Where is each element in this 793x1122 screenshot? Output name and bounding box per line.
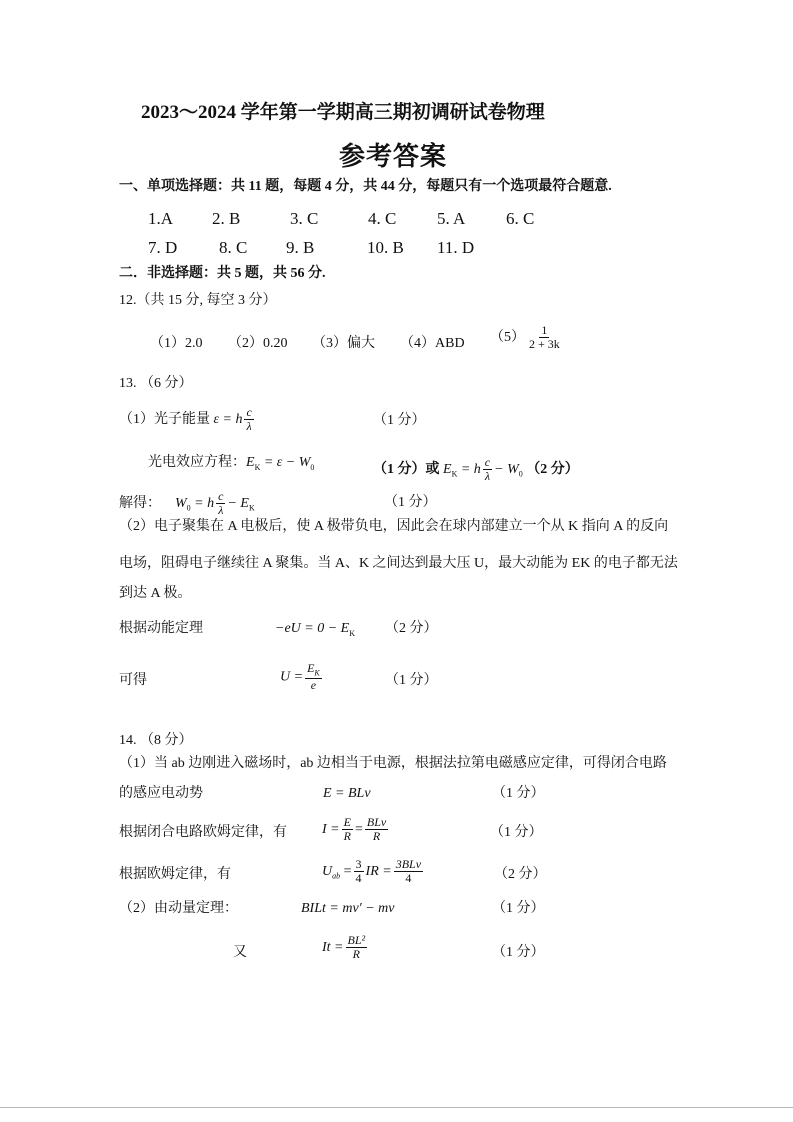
answer: 8. C xyxy=(219,238,248,257)
score: （2 分） xyxy=(526,461,579,477)
f: IR = xyxy=(365,863,392,879)
formula xyxy=(322,934,369,961)
q13-line2-alt xyxy=(373,456,579,483)
q12-a3: （3）偏大 xyxy=(312,336,375,351)
label: 解得： xyxy=(119,495,161,511)
f: −eU = 0 − E xyxy=(275,621,350,636)
den: 4 xyxy=(405,871,412,886)
score: （1 分） xyxy=(492,786,545,801)
q14-header: 14. （8 分） xyxy=(119,733,193,748)
sub: K xyxy=(248,503,255,513)
label: （5） xyxy=(490,329,525,345)
q13-line2 xyxy=(148,456,314,472)
sub: K xyxy=(314,668,320,678)
den: 2 + 3k xyxy=(529,337,560,352)
fraction xyxy=(346,934,368,961)
label: 根据动能定理 xyxy=(119,621,203,636)
page-divider xyxy=(0,1107,793,1108)
num xyxy=(305,662,322,679)
den: λ xyxy=(218,503,224,518)
page-subtitle: 参考答案 xyxy=(339,142,448,171)
f: = xyxy=(354,821,363,837)
page-title: 2023～2024 学年第一学期高三期初调研试卷物理 xyxy=(141,102,545,123)
f: = xyxy=(343,863,352,879)
den: e xyxy=(310,678,317,693)
formula xyxy=(280,662,324,692)
score: （2 分） xyxy=(494,867,547,882)
answer: 5. A xyxy=(437,209,466,228)
answer: 9. B xyxy=(286,238,315,257)
section1-heading: 一、单项选择题：共 11 题，每题 4 分，共 44 分，每题只有一个选项最符合题意. xyxy=(119,179,612,194)
den: 4 xyxy=(355,871,362,886)
formula xyxy=(323,787,371,801)
f: W xyxy=(175,495,187,511)
den: λ xyxy=(246,419,252,434)
label: 光电效应方程： xyxy=(148,455,246,470)
score: （1 分） xyxy=(492,901,545,916)
fraction xyxy=(216,490,225,517)
answer: 10. B xyxy=(367,238,404,257)
fraction xyxy=(342,816,353,843)
label: 又 xyxy=(233,945,247,960)
label: （1）光子能量 xyxy=(119,411,210,427)
answer: 6. C xyxy=(506,209,535,228)
num: E xyxy=(343,815,351,829)
answer: 3. C xyxy=(290,209,319,228)
section2-heading: 二．非选择题：共 5 题，共 56 分. xyxy=(119,266,326,281)
den: R xyxy=(343,829,351,844)
f: U = xyxy=(280,669,304,685)
q13-p3: 到达 A 极。 xyxy=(119,586,192,601)
label: 的感应电动势 xyxy=(119,786,203,801)
sub: K xyxy=(349,628,355,638)
label: （2）由动量定理： xyxy=(119,901,238,916)
f: E = BLv xyxy=(323,786,371,801)
sub: 0 xyxy=(518,469,523,479)
num: 1 xyxy=(541,323,548,337)
num: c xyxy=(218,489,224,503)
f: = ε − W xyxy=(263,455,311,470)
formula: ε = h xyxy=(213,411,243,427)
num: c xyxy=(484,455,491,469)
sub: ab xyxy=(332,871,341,881)
label: 可得 xyxy=(119,673,147,688)
fraction xyxy=(244,406,253,433)
score: （1 分） xyxy=(373,413,426,428)
den: R xyxy=(352,947,360,962)
score: （1 分） xyxy=(490,825,543,840)
score: （1 分） xyxy=(384,495,437,510)
den: R xyxy=(372,829,381,844)
num: BLv xyxy=(366,815,387,829)
formula xyxy=(322,816,390,843)
f: E xyxy=(443,461,452,477)
q12-header: 12.（共 15 分, 每空 3 分） xyxy=(119,293,277,308)
f: It = xyxy=(322,939,344,955)
fraction xyxy=(305,662,322,692)
fraction xyxy=(354,858,364,885)
q13-header: 13. （6 分） xyxy=(119,376,193,391)
q12-a5 xyxy=(490,324,564,351)
sub: K xyxy=(451,469,458,479)
n: E xyxy=(307,661,315,675)
den: λ xyxy=(484,469,491,484)
f: BILt = mv′ − mv xyxy=(301,901,395,916)
sub: 0 xyxy=(186,503,191,513)
answer: 2. B xyxy=(212,209,241,228)
label: 根据欧姆定律，有 xyxy=(119,867,231,882)
label: 根据闭合电路欧姆定律，有 xyxy=(119,825,287,840)
fraction xyxy=(365,816,388,843)
fraction xyxy=(527,324,562,351)
formula xyxy=(322,858,425,885)
f: = h xyxy=(460,461,481,477)
num: BL² xyxy=(347,933,366,947)
f: U xyxy=(322,863,333,879)
f: I = xyxy=(322,821,340,837)
q12-a2: （2）0.20 xyxy=(228,336,288,351)
answer: 7. D xyxy=(148,238,178,257)
q13-line3 xyxy=(119,490,255,517)
score: （2 分） xyxy=(385,621,438,636)
fraction xyxy=(483,456,492,483)
f: E xyxy=(246,455,255,470)
num: 3BLv xyxy=(395,857,422,871)
q13-line1 xyxy=(119,406,256,433)
q12-a4: （4）ABD xyxy=(400,336,465,351)
num: c xyxy=(246,405,252,419)
q13-p2: 电场，阻碍电子继续往 A 聚集。当 A、K 之间达到最大压 U，最大动能为 EK 的电子都无法 xyxy=(119,556,678,571)
q13-p1: （2）电子聚集在 A 电极后，使 A 极带负电，因此会在球内部建立一个从 K 指向 A 的反向 xyxy=(119,519,669,534)
formula xyxy=(301,902,395,916)
formula xyxy=(275,622,355,638)
sub: 0 xyxy=(310,462,315,472)
f: − W xyxy=(494,461,519,477)
fraction xyxy=(394,858,423,885)
answer: 4. C xyxy=(368,209,397,228)
q14-p1: （1）当 ab 边刚进入磁场时，ab 边相当于电源，根据法拉第电磁感应定律，可得闭合电路 xyxy=(119,756,667,771)
f: − E xyxy=(227,495,249,511)
sub: K xyxy=(254,462,261,472)
num: 3 xyxy=(355,857,362,871)
score: （1 分） xyxy=(385,673,438,688)
q12-a1: （1）2.0 xyxy=(150,336,203,351)
score: （1 分） xyxy=(492,945,545,960)
score: （1 分）或 xyxy=(373,461,440,477)
answer: 1.A xyxy=(148,209,174,228)
answer: 11. D xyxy=(437,238,475,257)
f: = h xyxy=(194,495,215,511)
